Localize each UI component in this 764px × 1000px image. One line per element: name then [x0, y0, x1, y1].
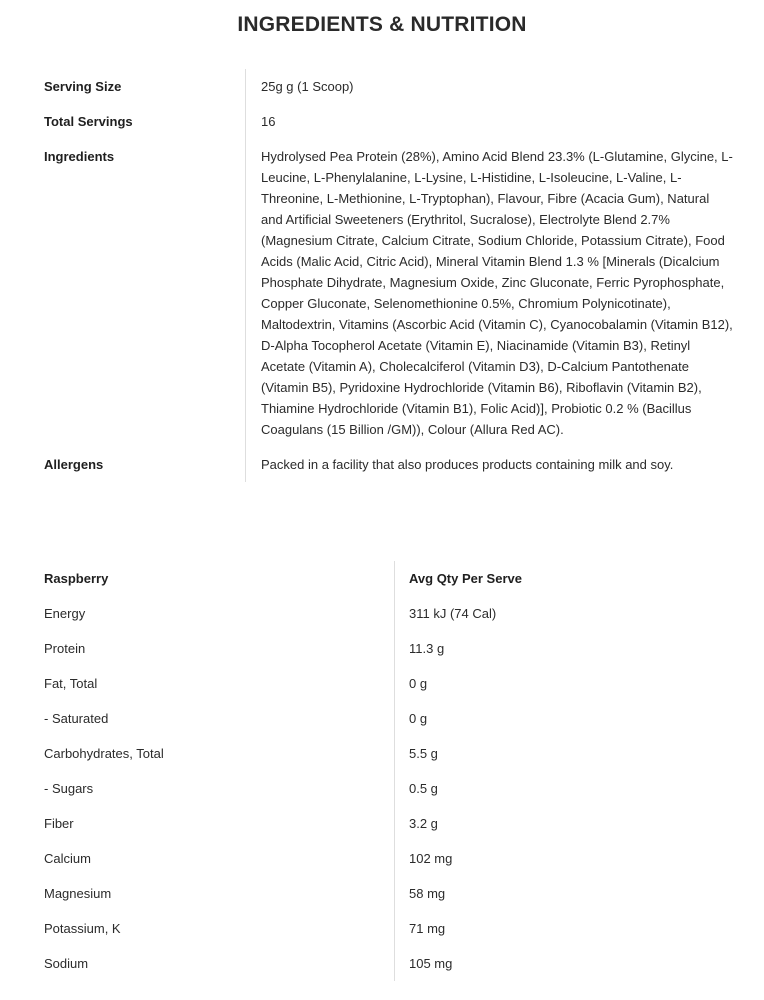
info-value: Packed in a facility that also produces products containing milk and soy. [245, 447, 734, 482]
nutrient-qty: 311 kJ (74 Cal) [394, 596, 734, 631]
nutrient-name: - Sugars [44, 781, 94, 796]
info-row-total-servings [44, 104, 734, 139]
nutrition-row [44, 946, 734, 981]
nutrition-row [44, 911, 734, 946]
nutrition-row [44, 701, 734, 736]
nutrient-qty: 105 mg [394, 946, 734, 981]
nutrient-qty: 0.5 g [394, 771, 734, 806]
nutrient-qty: 71 mg [394, 911, 734, 946]
section-title: INGREDIENTS & NUTRITION [237, 13, 527, 36]
info-row-ingredients [44, 139, 734, 447]
info-value: 25g g (1 Scoop) [245, 69, 734, 104]
info-row-allergens [44, 447, 734, 482]
nutrient-name: Fiber [44, 816, 74, 831]
info-value: Hydrolysed Pea Protein (28%), Amino Acid Blend 23.3% (L-Glutamine, Glycine, L-Leucine, L-Phenylalanine, L-Lysine, L-Histidine, L-Isoleucine, L-Valine, L-Threonine, L-Methionine, L-Tryptophan), Flavour, Fibre (Acacia Gum), Natural and Artificial Sweeteners (Erythritol, Sucralose), Electrolyte Blend 2.7% (Magnesium Citrate, Calcium Citrate, Sodium Chloride, Potassium Citrate), Food Acids (Malic Acid, Citric Acid), Mineral Vitamin Blend 1.3 % [Minerals (Dicalcium Phosphate Dihydrate, Magnesium Oxide, Zinc Gluconate, Ferric Pyrophosphate, Copper Gluconate, Selenomethionine 0.5%, Chromium Polynicotinate), Maltodextrin, Vitamins (Ascorbic Acid (Vitamin C), Cyanocobalamin (Vitamin B12), D-Alpha Tocopherol Acetate (Vitamin E), Niacinamide (Vitamin B3), Retinyl Acetate (Vitamin A), Cholecalciferol (Vitamin D3), D-Calcium Pantothenate (Vitamin B5), Pyridoxine Hydrochloride (Vitamin B6), Riboflavin (Vitamin B2), Thiamine Hydrochloride (Vitamin B1), Folic Acid)], Probiotic 0.2 % (Bacillus Coagulans (15 Billion /GM)), Colour (Allura Red AC). [245, 139, 734, 447]
nutrient-name: Magnesium [44, 886, 112, 901]
nutrient-qty: 5.5 g [394, 736, 734, 771]
info-value: 16 [245, 104, 734, 139]
nutrient-qty: 0 g [394, 701, 734, 736]
nutrient-name: - Saturated [44, 711, 109, 726]
product-info-table [44, 69, 734, 482]
nutrient-qty: 102 mg [394, 841, 734, 876]
nutrient-name: Protein [44, 641, 86, 656]
nutrient-qty: 3.2 g [394, 806, 734, 841]
nutrient-name: Carbohydrates, Total [44, 746, 164, 761]
nutrition-row [44, 841, 734, 876]
info-label: Allergens [44, 457, 104, 472]
nutrition-row [44, 806, 734, 841]
nutrition-table [44, 561, 734, 981]
nutrient-qty: 11.3 g [394, 631, 734, 666]
nutrition-row [44, 666, 734, 701]
nutrition-row [44, 876, 734, 911]
nutrition-row [44, 631, 734, 666]
info-label: Total Servings [44, 114, 133, 129]
nutrition-header-qty: Avg Qty Per Serve [394, 561, 734, 596]
nutrition-row [44, 736, 734, 771]
nutrient-name: Potassium, K [44, 921, 121, 936]
nutrient-name: Energy [44, 606, 86, 621]
nutrition-row [44, 596, 734, 631]
nutrition-row [44, 771, 734, 806]
nutrient-qty: 58 mg [394, 876, 734, 911]
nutrient-name: Sodium [44, 956, 89, 971]
nutrient-name: Calcium [44, 851, 91, 866]
nutrition-header-flavour: Raspberry [44, 571, 109, 586]
info-label: Serving Size [44, 79, 122, 94]
nutrient-name: Fat, Total [44, 676, 98, 691]
info-row-serving-size [44, 69, 734, 104]
nutrient-qty: 0 g [394, 666, 734, 701]
nutrition-header-row [44, 561, 734, 596]
info-label: Ingredients [44, 149, 115, 164]
